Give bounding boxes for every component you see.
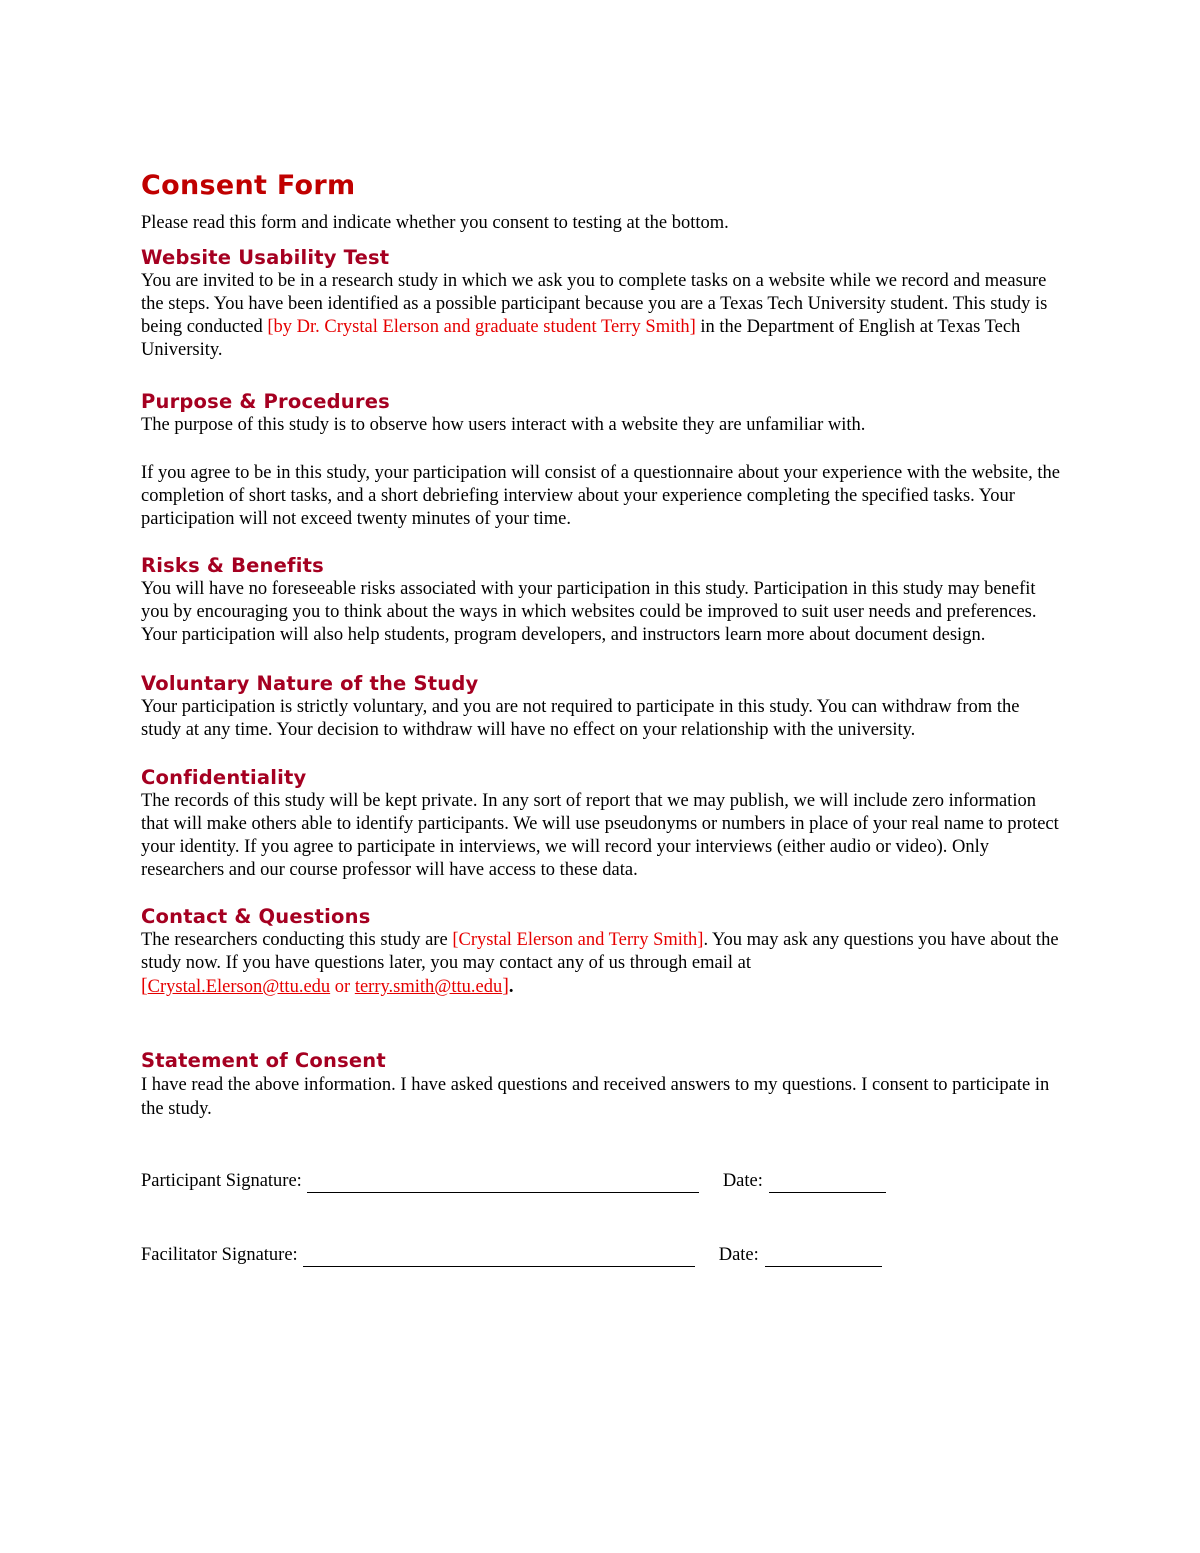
facilitator-date-label: Date: — [718, 1245, 759, 1265]
heading-usability: Website Usability Test — [141, 246, 390, 269]
heading-purpose: Purpose & Procedures — [141, 390, 390, 413]
usability-text-b: in the Department of English at Texas Tech University. — [141, 317, 1021, 360]
researchers-highlight: [Crystal Elerson and Terry Smith] — [452, 930, 704, 950]
email-bracket-open: [ — [141, 975, 148, 997]
participant-date-line[interactable] — [769, 1172, 886, 1193]
heading-risks: Risks & Benefits — [141, 554, 324, 577]
email-link-elerson[interactable]: Crystal.Elerson@ttu.edu — [147, 977, 331, 997]
participant-date-label: Date: — [722, 1171, 763, 1191]
intro-text: Please read this form and indicate whether you consent to testing at the bottom. — [141, 213, 729, 233]
facilitator-date-line[interactable] — [765, 1246, 882, 1267]
purpose-paragraph-2: If you agree to be in this study, your participation will consist of a questionnaire about your experience with the website, the completion of short tasks, and a short debriefing interview about your experience completing the specified tasks. Your participation will not exceed twenty minutes of your time. — [141, 463, 1060, 529]
facilitator-signature-label: Facilitator Signature: — [141, 1245, 298, 1265]
participant-signature-label: Participant Signature: — [141, 1171, 302, 1191]
consent-form — [141, 168, 1061, 1267]
usability-text-a: You are invited to be in a research study in which we ask you to complete tasks on a website while we record and measure the steps. You have been identified as a possible participant because you are a Texas Tech University student. This study is being conducted — [141, 271, 1048, 337]
participant-signature-row — [141, 1167, 1061, 1193]
email-period: . — [508, 977, 514, 997]
voluntary-paragraph: Your participation is strictly voluntary, and you are not required to participate in this study. You can withdraw from the study at any time. Your decision to withdraw will have no effect on your relationship with the university. — [141, 697, 1020, 740]
email-link-smith[interactable]: terry.smith@ttu.edu — [354, 977, 503, 997]
facilitator-signature-line[interactable] — [303, 1246, 695, 1267]
usability-paragraph — [141, 270, 1061, 362]
email-or: or — [330, 977, 355, 997]
purpose-paragraph-1: The purpose of this study is to observe how users interact with a website they are unfamiliar with. — [141, 415, 866, 435]
contact-text-a: The researchers conducting this study are — [141, 930, 453, 950]
heading-voluntary: Voluntary Nature of the Study — [141, 672, 479, 695]
confidentiality-paragraph: The records of this study will be kept private. In any sort of report that we may publish, we will include zero information that will make others able to identify participants. We will use pseudonyms or numbers in place of your real name to protect your identity. If you agree to participate in interviews, we will record your interviews (either audio or video). Only researchers and our course professor will have access to these data. — [141, 791, 1059, 880]
conductors-highlight: [by Dr. Crystal Elerson and graduate student Terry Smith] — [267, 317, 696, 337]
contact-paragraph — [141, 929, 1061, 999]
email-bracket-close: ] — [502, 975, 509, 997]
page-title: Consent Form — [141, 170, 356, 201]
risks-paragraph: You will have no foreseeable risks associated with your participation in this study. Participation in this study may benefit you by encouraging you to think about the ways in which websites could be improved to suit user needs and preferences. Your participation will also help students, program developers, and instructors learn more about document design. — [141, 579, 1037, 645]
heading-statement: Statement of Consent — [141, 1049, 386, 1072]
contact-text-b: . You may ask any questions you have about the study now. If you have questions later, you may contact any of us through email at — [141, 930, 1059, 973]
heading-contact: Contact & Questions — [141, 905, 371, 928]
heading-confidentiality: Confidentiality — [141, 766, 307, 789]
facilitator-signature-row — [141, 1241, 1061, 1267]
statement-paragraph: I have read the above information. I have asked questions and received answers to my questions. I consent to participate in the study. — [141, 1075, 1050, 1119]
participant-signature-line[interactable] — [307, 1172, 699, 1193]
